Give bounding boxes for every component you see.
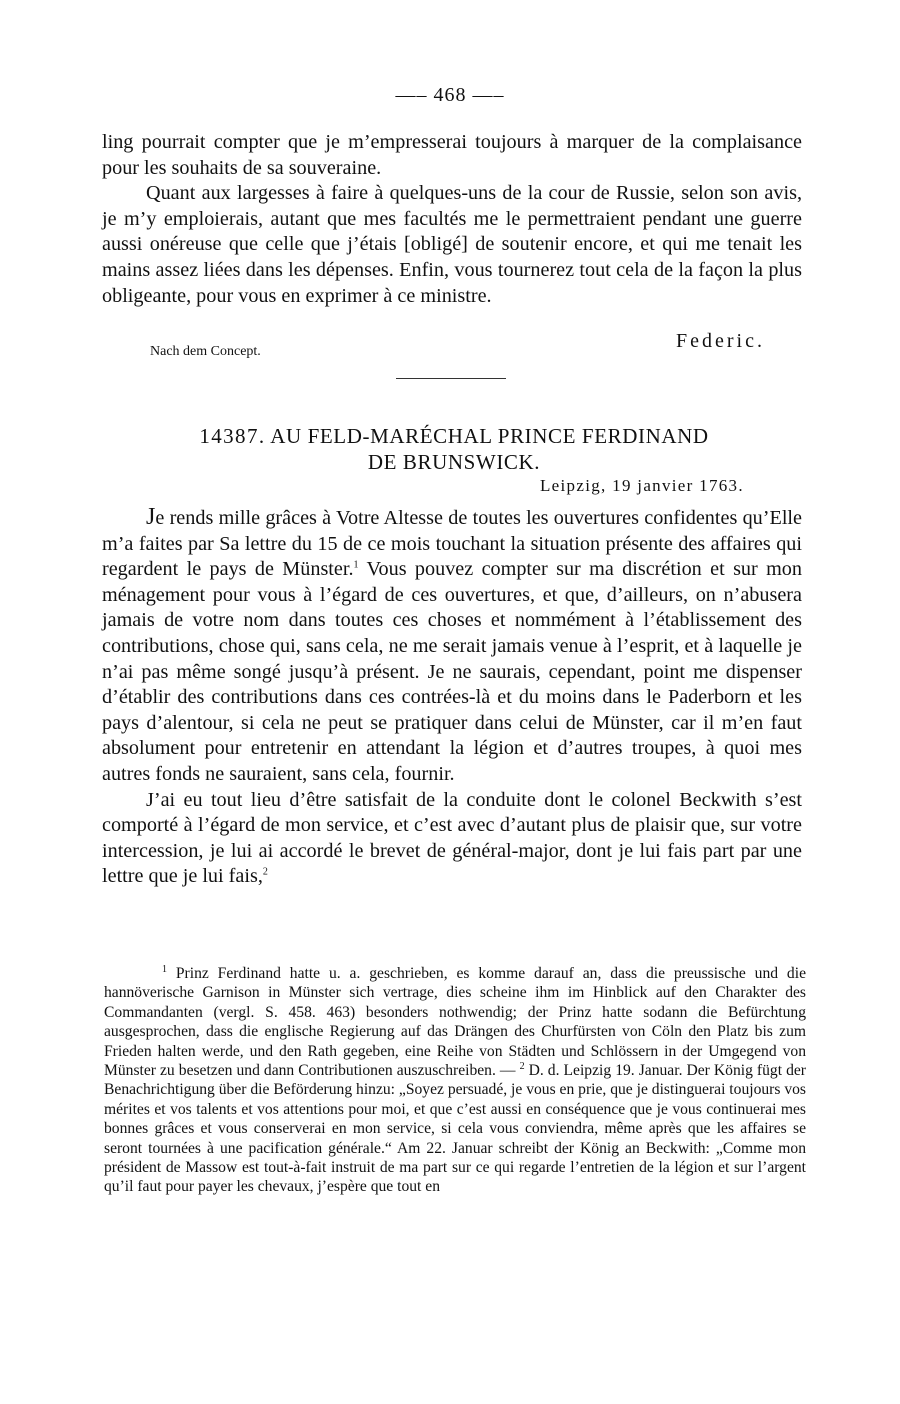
footnotes	[104, 964, 806, 1197]
footnote-marker: 2	[519, 1060, 525, 1072]
date-place: Leipzig,	[540, 476, 607, 495]
letter-number: 14387.	[199, 424, 266, 448]
paragraph: Quant aux largesses à faire à quelques-uns de la cour de Russie, selon son avis, je m’y emploierais, autant que mes facultés me le permettraient pendant une guerre aussi onéreuse que celle que j’étais [obligé] de soutenir encore, et qui me tenait les mains assez liées dans les dépenses. Enfin, vous tournerez tout cela de la façon la plus obligeante, pour vous en exprimer à ce ministre.	[102, 182, 802, 307]
page-number: —– 468 —–	[395, 84, 505, 106]
footnote	[104, 964, 806, 1197]
letter-heading	[4, 424, 900, 449]
signature: Federic.	[676, 330, 765, 352]
initial-letter: J	[146, 504, 156, 530]
date-value: 19 janvier 1763.	[612, 476, 744, 495]
paragraph	[102, 788, 802, 890]
letter-date	[540, 476, 744, 496]
paragraph-text: Vous pouvez compter sur ma discrétion et sur mon ménagement pour vous à l’égard de ces ouvertures, et que, d’ailleurs, on n’abusera jamais de votre nom dans toutes ces choses et nommément à l’établissement des contributions, chose qui, sans cela, ne me serait jamais venue à l’esprit, et à laquelle je n’ai pas même songé jusqu’à présent. Je ne saurais, cependant, point me dispenser d’établir des contributions dans ces contrées-là et du moins dans le Paderborn et les pays d’alentour, si cela ne peut se pratiquer dans celui de Münster, car il m’en faut absolument pour entretenir en attendant la légion et d’autres troupes, à quoi mes autres fonds ne sauraient, sans cela, fournir.	[102, 558, 802, 785]
letter-recipient: AU FELD-MARÉCHAL PRINCE FERDINAND	[270, 424, 709, 448]
footnote-ref: 2	[262, 866, 268, 878]
source-note: Nach dem Concept.	[150, 344, 261, 359]
footnote-text: Prinz Ferdinand hatte u. a. geschrieben, es komme darauf an, dass die preussische und die hannöverische Garnison in Münster sich vertrage, dies scheine ihm im Hinblick auf den Charakter des Commandanten (vergl. S. 458. 463) besonders nothwendig; der Prinz hatte sodann die Befürchtung ausgesprochen, dass die englische Regierung auf das Drängen des Churfürsten von Cöln den Platz bis zum Frieden halten werde, und den Rath gegeben, eine Reihe von Städten und Schlössern in der Umgegend von Münster zu besetzen und dann Contributionen auszuschreiben. —	[104, 965, 806, 1080]
footnote-text: D. d. Leipzig 19. Januar. Der König fügt der Benachrichtigung über die Beförderung hinzu: „Soyez persuadé, je vous en prie, que je distinguerai toujours vos mérites et vos talents et vos attentions pour moi, et que c’est aussi en conséquence que je vous continuerai mes bonnes grâces et vous conserverai en mon service, si cela vous conviendra, même après que les affaires se seront tournées à une pacification générale.“ Am 22. Januar schreibt der König an Beckwith: „Comme mon président de Massow est tout-à-fait instruit de ma part sur ce qui regarde l’entretien de la légion et sur l’argent qu’il faut pour payer les chevaux, j’espère que tout en	[104, 1062, 807, 1196]
footnote-marker: 1	[162, 963, 167, 975]
letter-body	[102, 505, 802, 890]
paragraph: ling pourrait compter que je m’empresserai toujours à marquer de la complaisance pour les souhaits de sa souveraine.	[102, 131, 802, 179]
letter-heading-continued: DE BRUNSWICK.	[367, 450, 541, 474]
paragraph	[102, 505, 802, 788]
section-separator	[396, 378, 506, 379]
continued-letter-text	[102, 130, 802, 309]
paragraph-text: e rends mille grâces à Votre Altesse de toutes les ouvertures confidentes qu’Elle m’a faites par Sa lettre du 15 de ce mois touchant la situation présente des affaires qui regardent le pays de Münster.	[102, 507, 802, 581]
footnote-ref: 1	[353, 559, 359, 571]
paragraph-text: J’ai eu tout lieu d’être satisfait de la conduite dont le colonel Beckwith s’est comporté à l’égard de mon service, et c’est avec d’autant plus de plaisir que, sur votre intercession, je lui ai accordé le brevet de général-major, dont je lui fais part par une lettre que je lui fais,	[102, 788, 802, 888]
